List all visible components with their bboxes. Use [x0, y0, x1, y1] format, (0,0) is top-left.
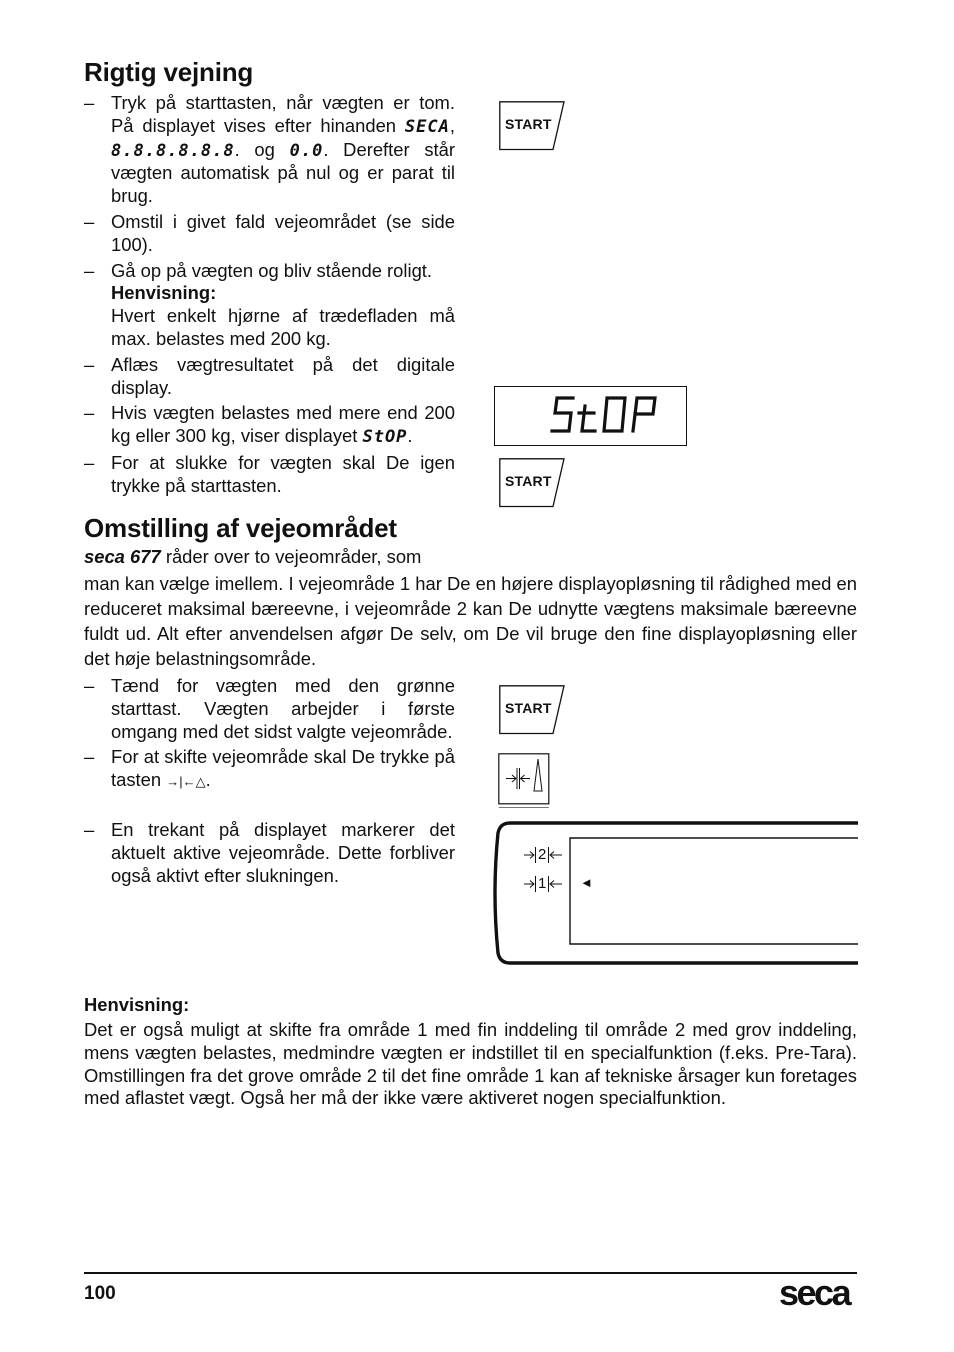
range-switch-icon: [498, 753, 550, 809]
intro-paragraph: man kan vælge imellem. I vejeområde 1 har De en højere displayopløsning til rådighed med en reduceret maksimal bæreevne, i vejeområde 2 kan De udnytte vægtens maksimale bæreevne fuldt ud. Alt efter anvendelsen afgør De selv, om De vil bruge den fine displayopløsning eller det høje belastningsområde.: [84, 573, 857, 669]
start-button-label: START: [505, 116, 552, 132]
range-key-icon: →|←△: [166, 774, 206, 790]
start-button[interactable]: [499, 458, 563, 504]
heading-rigtig-vejning: Rigtig vejning: [84, 57, 254, 87]
stop-segment-icon: [549, 392, 669, 438]
list-item: – En trekant på displayet markerer det aktuelt aktive vejeområde. Dette forbliver også aktivt efter slukningen.: [84, 819, 455, 887]
display-code-seca: SECA: [404, 116, 450, 137]
list-item: – Hvis vægten belastes med mere end 200 kg eller 300 kg, viser displayet StOP.: [84, 402, 455, 449]
model-name: seca 677: [84, 546, 161, 567]
footer-rule: [84, 1272, 857, 1274]
start-button-label: START: [505, 700, 552, 716]
range-switch-button[interactable]: [498, 753, 550, 809]
list-item: – Omstil i givet fald vejeområdet (se side 100).: [84, 211, 455, 257]
instruction-list-2: [84, 675, 455, 887]
display-code-stop: StOP: [362, 427, 408, 448]
heading-omstilling: Omstilling af vejeområdet: [84, 513, 397, 543]
note-label: Henvisning:: [84, 994, 190, 1015]
start-button[interactable]: [499, 685, 563, 731]
range-1-label: 1: [538, 875, 547, 892]
display-stop-text: [495, 387, 496, 388]
list-item: – For at slukke for vægten skal De igen trykke på starttasten.: [84, 452, 455, 498]
display-code-test: 8.8.8.8.8.8: [111, 140, 235, 161]
display-code-zero: 0.0: [289, 140, 324, 161]
list-item: – Tryk på starttasten, når vægten er tom. På displayet vises efter hinanden SECA, 8.8.8.8.8.8. og 0.0. Derefter står vægten automatisk på nul og er parat til brug.: [84, 92, 455, 208]
list-item: – For at skifte vejeområde skal De trykke på tasten →|←△.: [84, 746, 455, 794]
note-label: Henvisning:: [111, 282, 217, 304]
instruction-list-1: [84, 92, 455, 498]
start-button-label: START: [505, 473, 552, 489]
intro-first-line: seca 677 råder over to vejeområder, som: [84, 546, 422, 567]
list-item: – Aflæs vægtresultatet på det digitale display.: [84, 354, 455, 400]
note-text: Hvert enkelt hjørne af trædefladen må max. belastes med 200 kg.: [111, 305, 455, 349]
weight-display: [494, 386, 687, 446]
range-2-label: 2: [538, 846, 547, 863]
range-display: [492, 820, 858, 966]
display-frame-icon: [492, 820, 858, 966]
active-range-marker: ◄: [580, 875, 593, 890]
note-text: Det er også muligt at skifte fra område 1 med fin inddeling til område 2 med grov inddeling, mens vægten belastes, medmindre vægten er indstillet til en specialfunktion (f.eks. Pre-Tara). Omstillingen fra det grove område 2 til det fine område 1 kan af tekniske årsager kun foretages med aflastet vægt. Også her må der ikke være aktiveret nogen specialfunktion.: [84, 1019, 857, 1109]
list-item: – Gå op på vægten og bliv stående roligt. Henvisning: Hvert enkelt hjørne af trædefladen må max. belastes med 200 kg.: [84, 260, 455, 351]
seca-logo: seca: [779, 1272, 850, 1313]
start-button[interactable]: [499, 101, 563, 147]
list-item: – Tænd for vægten med den grønne starttast. Vægten arbejder i første omgang med det sidst valgte vejeområde.: [84, 675, 455, 743]
page-number: 100: [84, 1283, 116, 1304]
